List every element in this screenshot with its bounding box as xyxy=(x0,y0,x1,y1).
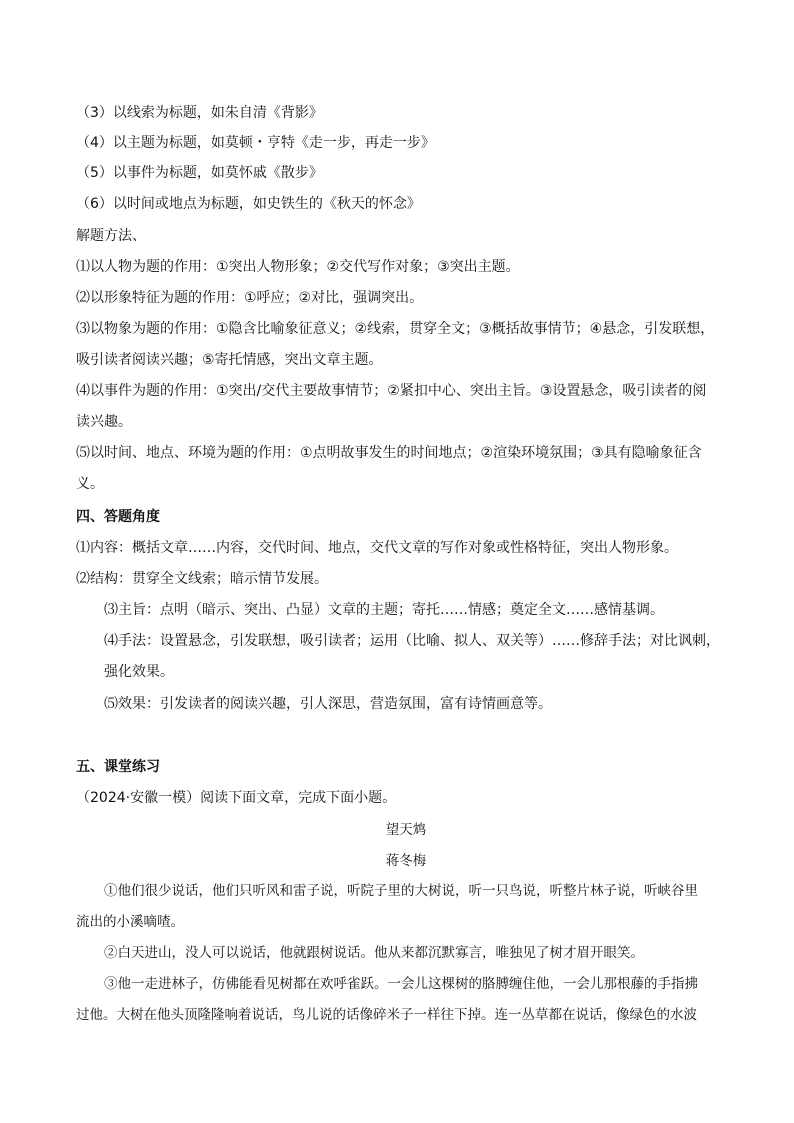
article-paragraph-line: 过他。大树在他头顶隆隆响着说话，鸟儿说的话像碎米子一样往下掉。连一丛草都在说话，像绿色的水波 xyxy=(76,1007,697,1023)
text-line: ⑴以人物为题的作用：①突出人物形象；②交代写作对象；③突出主题。 xyxy=(76,259,520,275)
article-paragraph-line: 流出的小溪嘀喳。 xyxy=(76,914,184,930)
article-paragraph-line: ①他们很少说话，他们只听风和雷子说，听院子里的大树说，听一只鸟说，听整片林子说，听峡谷里 xyxy=(104,883,698,899)
text-line: ⑸效果：引发读者的阅读兴趣，引人深思，营造氛围，富有诗情画意等。 xyxy=(104,696,552,712)
text-line: ⑶主旨：点明（暗示、突出、凸显）文章的主题；寄托……情感；奠定全文……感情基调。 xyxy=(104,602,664,618)
text-line: ⑷以事件为题的作用：①突出/交代主要故事情节；②紧扣中心、突出主旨。③设置悬念，吸引读者的阅 xyxy=(76,383,707,399)
article-title: 望天鸩 xyxy=(385,822,427,838)
text-line: （2024·安徽一模）阅读下面文章，完成下面小题。 xyxy=(76,790,397,806)
text-line: ⑵结构：贯穿全文线索；暗示情节发展。 xyxy=(76,571,328,587)
text-line: ⑷手法：设置悬念，引发联想，吸引读者；运用（比喻、拟人、双关等）……修辞手法；对比讽刺， xyxy=(104,633,720,649)
text-line: ⑸以时间、地点、环境为题的作用：①点明故事发生的时间地点；②渲染环境氛围；③具有隐喻象征含 xyxy=(76,445,702,461)
text-line: 义。 xyxy=(76,476,104,492)
article-author: 蒋冬梅 xyxy=(385,853,427,869)
text-line: （3）以线索为标题，如朱自清《背影》 xyxy=(76,105,323,121)
section-heading: 四、答题角度 xyxy=(76,509,160,525)
text-line: （6）以时间或地点为标题，如史铁生的《秋天的怀念》 xyxy=(76,196,421,212)
text-line: 强化效果。 xyxy=(104,664,174,680)
text-line: （4）以主题为标题，如莫顿・亨特《走一步，再走一步》 xyxy=(76,135,435,151)
section-heading: 五、课堂练习 xyxy=(76,759,160,775)
article-paragraph-line: ③他一走进林子，仿佛能看见树都在欢呼雀跃。一会儿这棵树的胳膊缠住他，一会儿那根藤的手指拂 xyxy=(104,976,698,992)
section-label: 解题方法、 xyxy=(76,228,146,244)
text-line: 读兴趣。 xyxy=(76,414,132,430)
text-line: ⑵以形象特征为题的作用：①呼应；②对比，强调突出。 xyxy=(76,290,424,306)
text-line: （5）以事件为标题，如莫怀戚《散步》 xyxy=(76,165,323,181)
text-line: ⑴内容：概括文章……内容，交代时间、地点，交代文章的写作对象或性格特征，突出人物形象。 xyxy=(76,540,678,556)
text-line: ⑶以物象为题的作用：①隐含比喻象征意义；②线索，贯穿全文；③概括故事情节；④悬念，引发联想， xyxy=(76,321,715,337)
text-line: 吸引读者阅读兴趣；⑤寄托情感，突出文章主题。 xyxy=(76,352,383,368)
article-paragraph-line: ②白天进山，没人可以说话，他就跟树说话。他从来都沉默寡言，唯独见了树才眉开眼笑。 xyxy=(104,945,644,961)
